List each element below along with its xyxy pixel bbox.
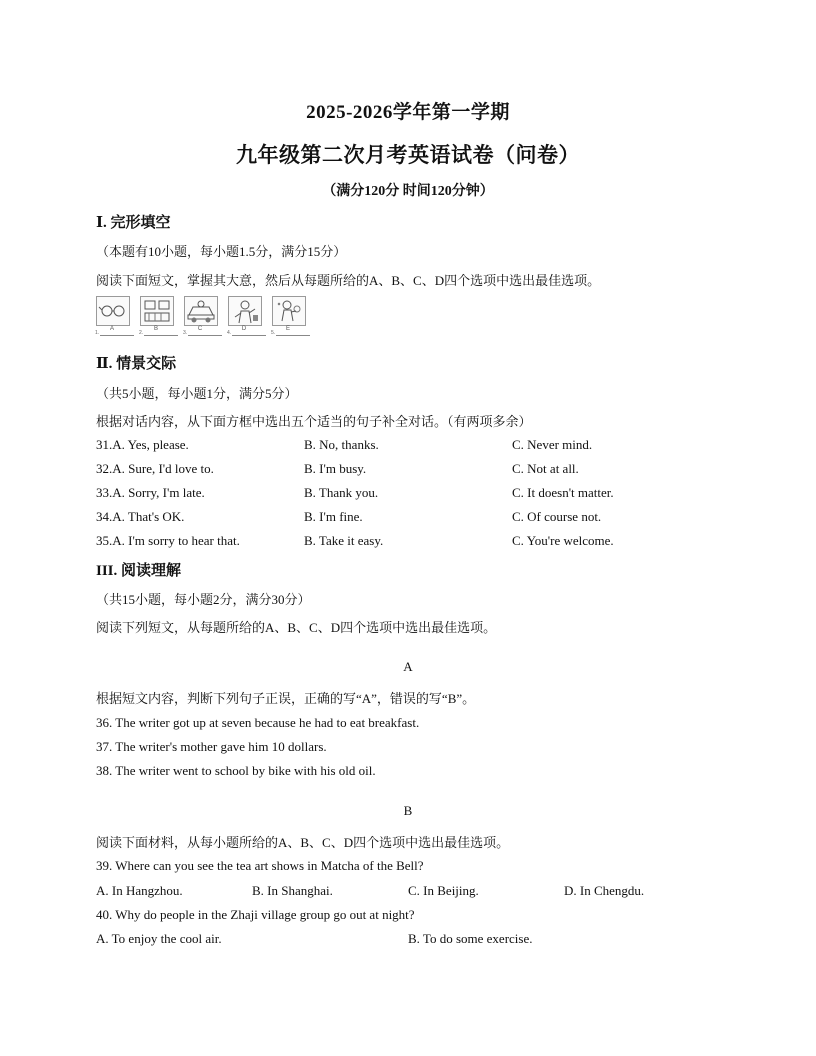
child-sketch-icon xyxy=(272,296,306,326)
part-b-label: B xyxy=(403,803,413,818)
part-b-instruction: 阅读下面材料，从每小题所给的A、B、C、D四个选项中选出最佳选项。 xyxy=(96,835,510,850)
question-40-option-a: A. To enjoy the cool air. xyxy=(96,931,222,946)
person-sketch-icon xyxy=(228,296,262,326)
picture-number: 5. xyxy=(271,330,276,336)
question-35-option-c: C. You're welcome. xyxy=(512,533,614,548)
part-a-instruction: 根据短文内容，判断下列句子正误，正确的写“A”，错误的写“B”。 xyxy=(96,691,476,706)
question-39-option-c: C. In Beijing. xyxy=(408,883,479,898)
picture-label: D xyxy=(241,326,247,332)
question-34-option-c: C. Of course not. xyxy=(512,509,602,524)
picture-number: 4. xyxy=(227,330,232,336)
question-39: 39. Where can you see the tea art shows in Matcha of the Bell? xyxy=(96,858,424,873)
question-32-option-b: B. I'm busy. xyxy=(304,461,367,476)
question-39-option-b: B. In Shanghai. xyxy=(252,883,333,898)
question-32-option-a: 32.A. Sure, I'd love to. xyxy=(96,461,214,476)
section2-heading: Ⅱ. 情景交际 xyxy=(96,356,177,372)
glasses-sketch-icon xyxy=(96,296,130,326)
question-36: 36. The writer got up at seven because he had to eat breakfast. xyxy=(96,715,420,730)
question-33-option-a: 33.A. Sorry, I'm late. xyxy=(96,485,205,500)
question-35-option-b: B. Take it easy. xyxy=(304,533,384,548)
picture-label: B xyxy=(153,326,158,332)
question-40-option-b: B. To do some exercise. xyxy=(408,931,533,946)
section3-heading: III. 阅读理解 xyxy=(96,563,182,579)
section1-instruction: 阅读下面短文，掌握其大意，然后从每题所给的A、B、C、D四个选项中选出最佳选项。 xyxy=(96,273,601,288)
question-39-option-a: A. In Hangzhou. xyxy=(96,883,183,898)
section2-info: （共5小题，每小题1分，满分5分） xyxy=(96,386,298,401)
answer-blank[interactable] xyxy=(276,335,310,336)
answer-blank[interactable] xyxy=(144,335,178,336)
car-sketch-icon xyxy=(184,296,218,326)
part-a-label: A xyxy=(403,659,413,674)
section1-heading: Ⅰ. 完形填空 xyxy=(96,215,171,231)
exam-title: 2025-2026学年第一学期 xyxy=(306,102,510,123)
picture-label: A xyxy=(109,326,114,332)
question-33-option-b: B. Thank you. xyxy=(304,485,379,500)
answer-blank[interactable] xyxy=(188,335,222,336)
question-31-option-c: C. Never mind. xyxy=(512,437,593,452)
question-35-option-a: 35.A. I'm sorry to hear that. xyxy=(96,533,240,548)
picture-label: C xyxy=(197,326,203,332)
picture-number: 1. xyxy=(95,330,100,336)
question-32-option-c: C. Not at all. xyxy=(512,461,579,476)
answer-blank[interactable] xyxy=(232,335,266,336)
picture-label: E xyxy=(285,326,290,332)
question-34-option-a: 34.A. That's OK. xyxy=(96,509,185,524)
question-39-option-d: D. In Chengdu. xyxy=(564,883,645,898)
picture-number: 3. xyxy=(183,330,188,336)
section3-instruction: 阅读下列短文，从每题所给的A、B、C、D四个选项中选出最佳选项。 xyxy=(96,620,497,635)
answer-blank[interactable] xyxy=(100,335,134,336)
section2-instruction: 根据对话内容，从下面方框中选出五个适当的句子补全对话。（有两项多余） xyxy=(96,414,532,429)
picture-number: 2. xyxy=(139,330,144,336)
question-31-option-b: B. No, thanks. xyxy=(304,437,379,452)
question-38: 38. The writer went to school by bike with his old oil. xyxy=(96,763,376,778)
picture-strip xyxy=(96,296,306,342)
question-33-option-c: C. It doesn't matter. xyxy=(512,485,614,500)
question-37: 37. The writer's mother gave him 10 dollars. xyxy=(96,739,327,754)
question-31-option-a: 31.A. Yes, please. xyxy=(96,437,189,452)
question-34-option-b: B. I'm fine. xyxy=(304,509,363,524)
exam-subtitle: 九年级第二次月考英语试卷（问卷） xyxy=(236,143,580,167)
room-sketch-icon xyxy=(140,296,174,326)
question-40: 40. Why do people in the Zhaji village group go out at night? xyxy=(96,907,415,922)
section3-info: （共15小题，每小题2分，满分30分） xyxy=(96,592,311,607)
exam-note: （满分120分 时间120分钟） xyxy=(322,184,494,199)
section1-info: （本题有10小题，每小题1.5分，满分15分） xyxy=(96,244,347,259)
